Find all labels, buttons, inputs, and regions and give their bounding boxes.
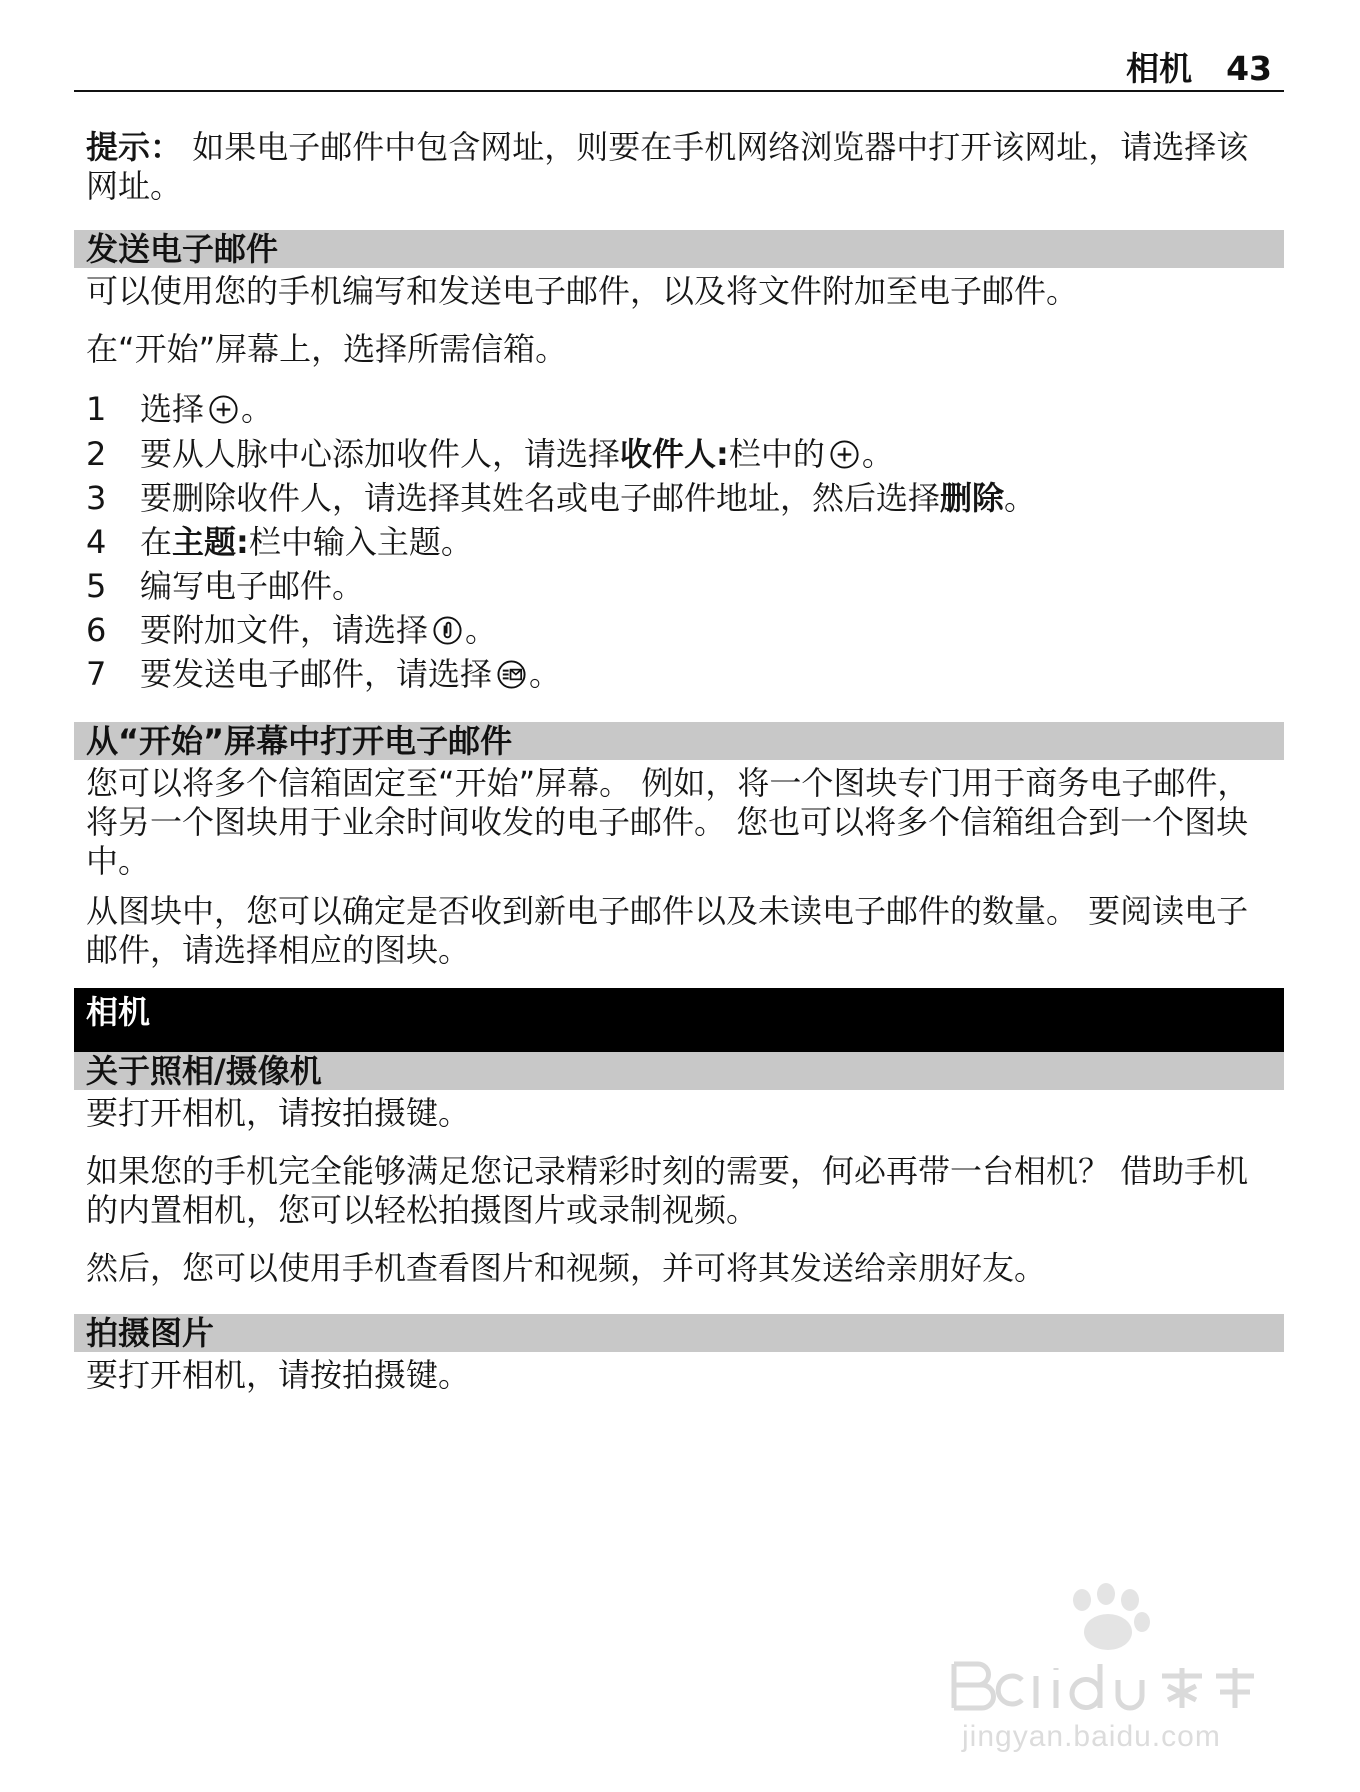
step-text: 在主题:栏中输入主题。 (140, 523, 473, 561)
paperclip-circle-icon (432, 615, 463, 646)
step-text: 要发送电子邮件，请选择 。 (140, 655, 562, 693)
about-camera-paragraph-3: 然后，您可以使用手机查看图片和视频，并可将其发送给亲朋好友。 (86, 1249, 1047, 1287)
baidu-watermark-logo (940, 1580, 1280, 1720)
step-number: 7 (86, 655, 107, 693)
step-2 (86, 434, 1276, 478)
step-7 (86, 654, 1276, 698)
step-number: 1 (86, 390, 107, 428)
tip-paragraph (86, 128, 1276, 206)
watermark-url: jingyan.baidu.com (962, 1720, 1221, 1753)
take-photo-paragraph-1: 要打开相机，请按拍摄键。 (86, 1356, 471, 1394)
send-email-intro: 可以使用您的手机编写和发送电子邮件，以及将文件附加至电子邮件。 (86, 272, 1079, 310)
open-email-paragraph-1: 您可以将多个信箱固定至“开始”屏幕。 例如，将一个图块专门用于商务电子邮件，将另一个图块用于业余时间收发的电子邮件。 您也可以将多个信箱组合到一个图块中。 (86, 764, 1250, 880)
recipient-field-label: 收件人: (620, 435, 729, 473)
step-3 (86, 478, 1276, 522)
section-heading-send-email (74, 230, 1284, 268)
step-number: 2 (86, 435, 107, 473)
chapter-title: 相机 (86, 993, 151, 1031)
page-number: 43 (1226, 49, 1272, 88)
section-title: 关于照相/摄像机 (86, 1052, 322, 1090)
about-camera-paragraph-1: 要打开相机，请按拍摄键。 (86, 1094, 471, 1132)
step-text: 编写电子邮件。 (140, 567, 365, 605)
subject-field-label: 主题: (172, 523, 249, 561)
section-heading-open-email (74, 722, 1284, 760)
tip-text: 如果电子邮件中包含网址，则要在手机网络浏览器中打开该网址，请选择该网址。 (86, 128, 1249, 205)
running-header (74, 48, 1284, 92)
section-title: 从“开始”屏幕中打开电子邮件 (86, 722, 513, 760)
step-text: 要附加文件，请选择 。 (140, 611, 498, 649)
tip-label: 提示： (86, 128, 183, 166)
section-title: 发送电子邮件 (86, 230, 279, 268)
step-4 (86, 522, 1276, 566)
section-heading-take-photo (74, 1314, 1284, 1352)
add-circle-icon (208, 394, 239, 425)
open-email-paragraph-2: 从图块中，您可以确定是否收到新电子邮件以及未读电子邮件的数量。 要阅读电子邮件，请选择相应的图块。 (86, 892, 1249, 969)
step-number: 6 (86, 611, 107, 649)
step-1 (86, 389, 1276, 433)
header-section: 相机 (1126, 49, 1193, 88)
baidu-watermark (940, 1580, 1280, 1780)
step-6 (86, 610, 1276, 654)
about-camera-paragraph-2: 如果您的手机完全能够满足您记录精彩时刻的需要，何必再带一台相机？ 借助手机的内置相机，您可以轻松拍摄图片或录制视频。 (86, 1152, 1249, 1229)
header-text (1126, 50, 1272, 88)
step-number: 5 (86, 567, 107, 605)
step-text: 要从人脉中心添加收件人，请选择收件人:栏中的 。 (140, 435, 894, 473)
add-circle-icon (829, 439, 860, 470)
send-circle-icon (496, 659, 527, 690)
section-title: 拍摄图片 (86, 1314, 215, 1352)
section-heading-about-camera (74, 1052, 1284, 1090)
send-email-start: 在“开始”屏幕上，选择所需信箱。 (86, 330, 568, 368)
delete-label: 删除 (940, 479, 1005, 517)
step-text: 要删除收件人，请选择其姓名或电子邮件地址，然后选择删除。 (140, 479, 1037, 517)
step-text: 选择 。 (140, 390, 274, 428)
step-5 (86, 566, 1276, 610)
step-number: 3 (86, 479, 107, 517)
step-number: 4 (86, 523, 107, 561)
